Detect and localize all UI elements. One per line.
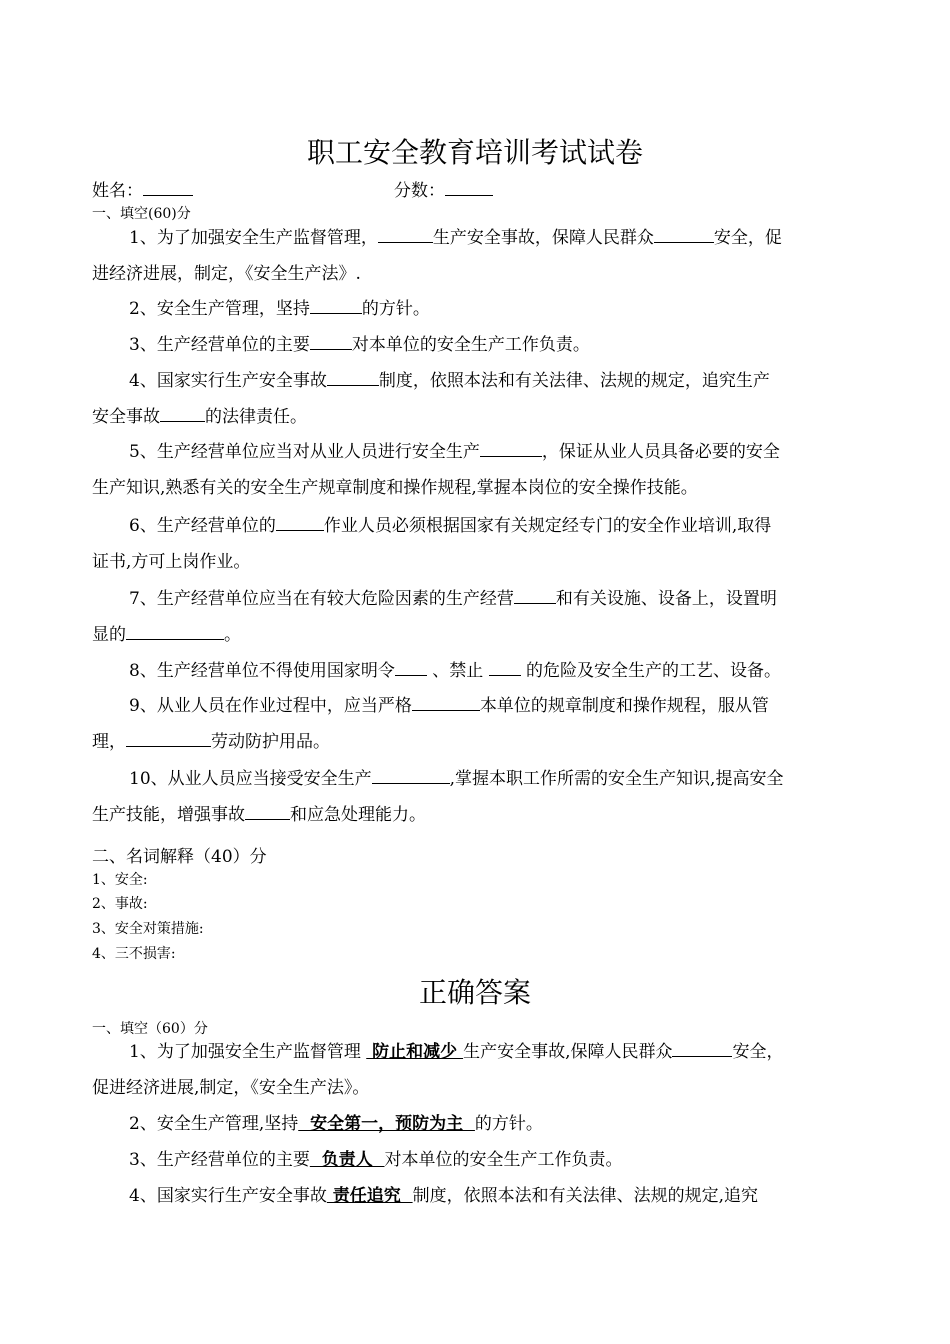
question-5: 5、生产经营单位应当对从业人员进行安全生产 ，保证从业人员具备必要的安全 生产知识,熟悉有关的安全生产规章制度和操作规程,掌握本岗位的安全操作技能。 <box>92 442 780 498</box>
score-label: 分数： <box>394 181 445 201</box>
answer-4: 4、国家实行生产安全事故 责任追究 制度，依照本法和有关法律、法规的规定,追究 <box>129 1186 758 1206</box>
question-9: 9、从业人员在作业过程中，应当严格 本单位的规章制度和操作规程，服从管 理， 劳动防护用品。 <box>92 696 769 752</box>
question-10: 10、从业人员应当接受安全生产 ,掌握本职工作所需的安全生产知识,提高安全 生产技能，增强事故 和应急处理能力。 <box>92 769 784 825</box>
term-item: 4、三不损害: <box>92 946 176 962</box>
term-item: 2、事故: <box>92 896 148 912</box>
name-field <box>92 176 193 201</box>
question-6: 6、生产经营单位的 作业人员必须根据国家有关规定经专门的安全作业培训,取得 证书,方可上岗作业。 <box>92 516 772 572</box>
answer-3: 3、生产经营单位的主要 负责人 对本单位的安全生产工作负责。 <box>129 1150 623 1170</box>
question-2: 2、安全生产管理，坚持 的方针。 <box>129 299 430 319</box>
term-item: 3、安全对策措施: <box>92 921 204 937</box>
answer-1: 1、为了加强安全生产监督管理 防止和减少 生产安全事故,保障人民群众 安全， 促进经济进展,制定，《安全生产法》。 <box>92 1042 784 1098</box>
question-1: 1、为了加强安全生产监督管理， 生产安全事故，保障人民群众 安全，促 进经济进展，制定，《安全生产法》. <box>92 228 782 284</box>
score-blank[interactable] <box>445 181 493 196</box>
question-4: 4、国家实行生产安全事故 制度，依照本法和有关法律、法规的规定，追究生产 安全事故 的法律责任。 <box>92 371 770 427</box>
question-7: 7、生产经营单位应当在有较大危险因素的生产经营 和有关设施、设备上，设置明 显的 。 <box>92 589 777 645</box>
score-field <box>394 176 493 201</box>
question-8: 8、生产经营单位不得使用国家明令 、禁止 的危险及安全生产的工艺、设备。 <box>129 661 782 681</box>
section-heading: 二、名词解释（40）分 <box>92 847 267 867</box>
section-heading: 一、填空(60)分 <box>92 206 191 222</box>
question-3: 3、生产经营单位的主要 对本单位的安全生产工作负责。 <box>129 335 590 355</box>
answers-title: 正确答案 <box>418 976 531 1009</box>
name-label: 姓名： <box>92 181 143 201</box>
exam-title: 职工安全教育培训考试试卷 <box>306 136 643 169</box>
answer-2: 2、安全生产管理,坚持 安全第一，预防为主 的方针。 <box>129 1114 543 1134</box>
term-item: 1、安全: <box>92 872 148 888</box>
section-heading: 一、填空（60）分 <box>92 1021 208 1037</box>
name-blank[interactable] <box>143 181 193 196</box>
